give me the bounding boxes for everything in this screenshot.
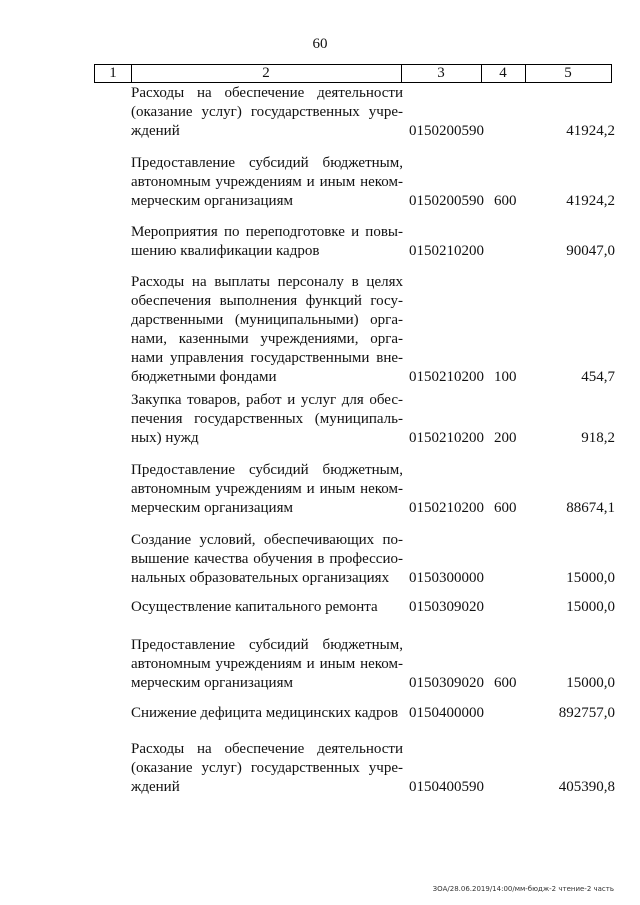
row-code: 0150300000: [409, 570, 484, 586]
row-description: [131, 223, 403, 261]
row-description-line: нами, казенными учреждениями, орга-: [131, 331, 403, 347]
row-amount: 15000,0: [566, 599, 615, 615]
table-row: [0, 391, 640, 448]
page-number: 60: [312, 36, 328, 52]
row-amount: 15000,0: [566, 570, 615, 586]
header-col-1: 1: [95, 65, 132, 82]
row-description-line: Расходы на обеспечение деятельности: [131, 741, 403, 757]
row-description: [131, 636, 403, 693]
row-description-line: Закупка товаров, работ и услуг для обес-: [131, 392, 403, 408]
header-col-5: 5: [564, 65, 572, 81]
table-row: [0, 154, 640, 211]
row-code: 0150210200: [409, 369, 484, 385]
row-description: [131, 273, 403, 387]
row-description-line: автономным учреждениям и иным неком-: [131, 174, 403, 190]
row-amount: 15000,0: [566, 675, 615, 691]
row-type: 100: [494, 369, 517, 385]
row-description-line: мерческим организациям: [131, 193, 293, 209]
table-header: [94, 64, 612, 83]
row-code: 0150200590: [409, 193, 484, 209]
row-amount: 90047,0: [566, 243, 615, 259]
row-description: [131, 704, 403, 723]
header-col-2: 2: [131, 65, 402, 82]
row-code: 0150309020: [409, 675, 484, 691]
row-amount: 918,2: [581, 430, 615, 446]
table-row: [0, 223, 640, 261]
row-description-line: обеспечения выполнения функций госу-: [131, 293, 403, 309]
table-row: [0, 273, 640, 387]
row-amount: 41924,2: [566, 193, 615, 209]
row-description-line: Предоставление субсидий бюджетным,: [131, 462, 403, 478]
row-description: [131, 461, 403, 518]
table-row: [0, 740, 640, 797]
row-description: [131, 531, 403, 588]
row-description-line: автономным учреждениям и иным неком-: [131, 656, 403, 672]
row-code: 0150210200: [409, 430, 484, 446]
row-amount: 88674,1: [566, 500, 615, 516]
row-description-line: шению квалификации кадров: [131, 243, 320, 259]
table-row: [0, 636, 640, 693]
table-row: [0, 84, 640, 141]
row-description-line: Осуществление капитального ремонта: [131, 599, 378, 615]
row-description-line: печения государственных (муниципаль-: [131, 411, 403, 427]
table-row: [0, 461, 640, 518]
row-type: 200: [494, 430, 517, 446]
footer-note: ЗОА/28.06.2019/14:00/мм-бюдж-2 чтение-2 часть: [432, 885, 614, 893]
row-description-line: Предоставление субсидий бюджетным,: [131, 155, 403, 171]
row-code: 0150309020: [409, 599, 484, 615]
table-row: [0, 704, 640, 723]
row-description-line: (оказание услуг) государственных учре-: [131, 760, 403, 776]
row-description-line: нальных образовательных организациях: [131, 570, 390, 586]
row-description-line: ждений: [131, 779, 180, 795]
row-description-line: Снижение дефицита медицинских кадров: [131, 705, 399, 721]
row-description: [131, 84, 403, 141]
row-description-line: (оказание услуг) государственных учре-: [131, 104, 403, 120]
row-description-line: Расходы на обеспечение деятельности: [131, 85, 403, 101]
row-code: 0150200590: [409, 123, 484, 139]
row-description-line: ных) нужд: [131, 430, 199, 446]
row-description-line: мерческим организациям: [131, 675, 293, 691]
row-description-line: нами управления государственными вне-: [131, 350, 403, 366]
header-col-4: 4: [481, 65, 526, 82]
row-description: [131, 154, 403, 211]
table-row: [0, 598, 640, 617]
row-description-line: мерческим организациям: [131, 500, 293, 516]
row-description: [131, 740, 403, 797]
row-description-line: дарственными (муниципальными) орга-: [131, 312, 403, 328]
row-type: 600: [494, 193, 517, 209]
row-description: [131, 598, 403, 617]
row-code: 0150400590: [409, 779, 484, 795]
row-code: 0150210200: [409, 243, 484, 259]
row-type: 600: [494, 500, 517, 516]
row-description-line: автономным учреждениям и иным неком-: [131, 481, 403, 497]
row-amount: 405390,8: [558, 779, 615, 795]
row-amount: 454,7: [581, 369, 615, 385]
row-type: 600: [494, 675, 517, 691]
row-amount: 41924,2: [566, 123, 615, 139]
row-description-line: вышение качества обучения в профессио-: [131, 551, 403, 567]
row-description-line: ждений: [131, 123, 180, 139]
row-description-line: бюджетными фондами: [131, 369, 277, 385]
row-code: 0150400000: [409, 705, 484, 721]
row-description: [131, 391, 403, 448]
table-row: [0, 531, 640, 588]
row-amount: 892757,0: [558, 705, 615, 721]
row-description-line: Создание условий, обеспечивающих по-: [131, 532, 403, 548]
row-description-line: Предоставление субсидий бюджетным,: [131, 637, 403, 653]
header-col-3: 3: [401, 65, 482, 82]
row-description-line: Расходы на выплаты персоналу в целях: [131, 274, 403, 290]
row-code: 0150210200: [409, 500, 484, 516]
row-description-line: Мероприятия по переподготовке и повы-: [131, 224, 403, 240]
